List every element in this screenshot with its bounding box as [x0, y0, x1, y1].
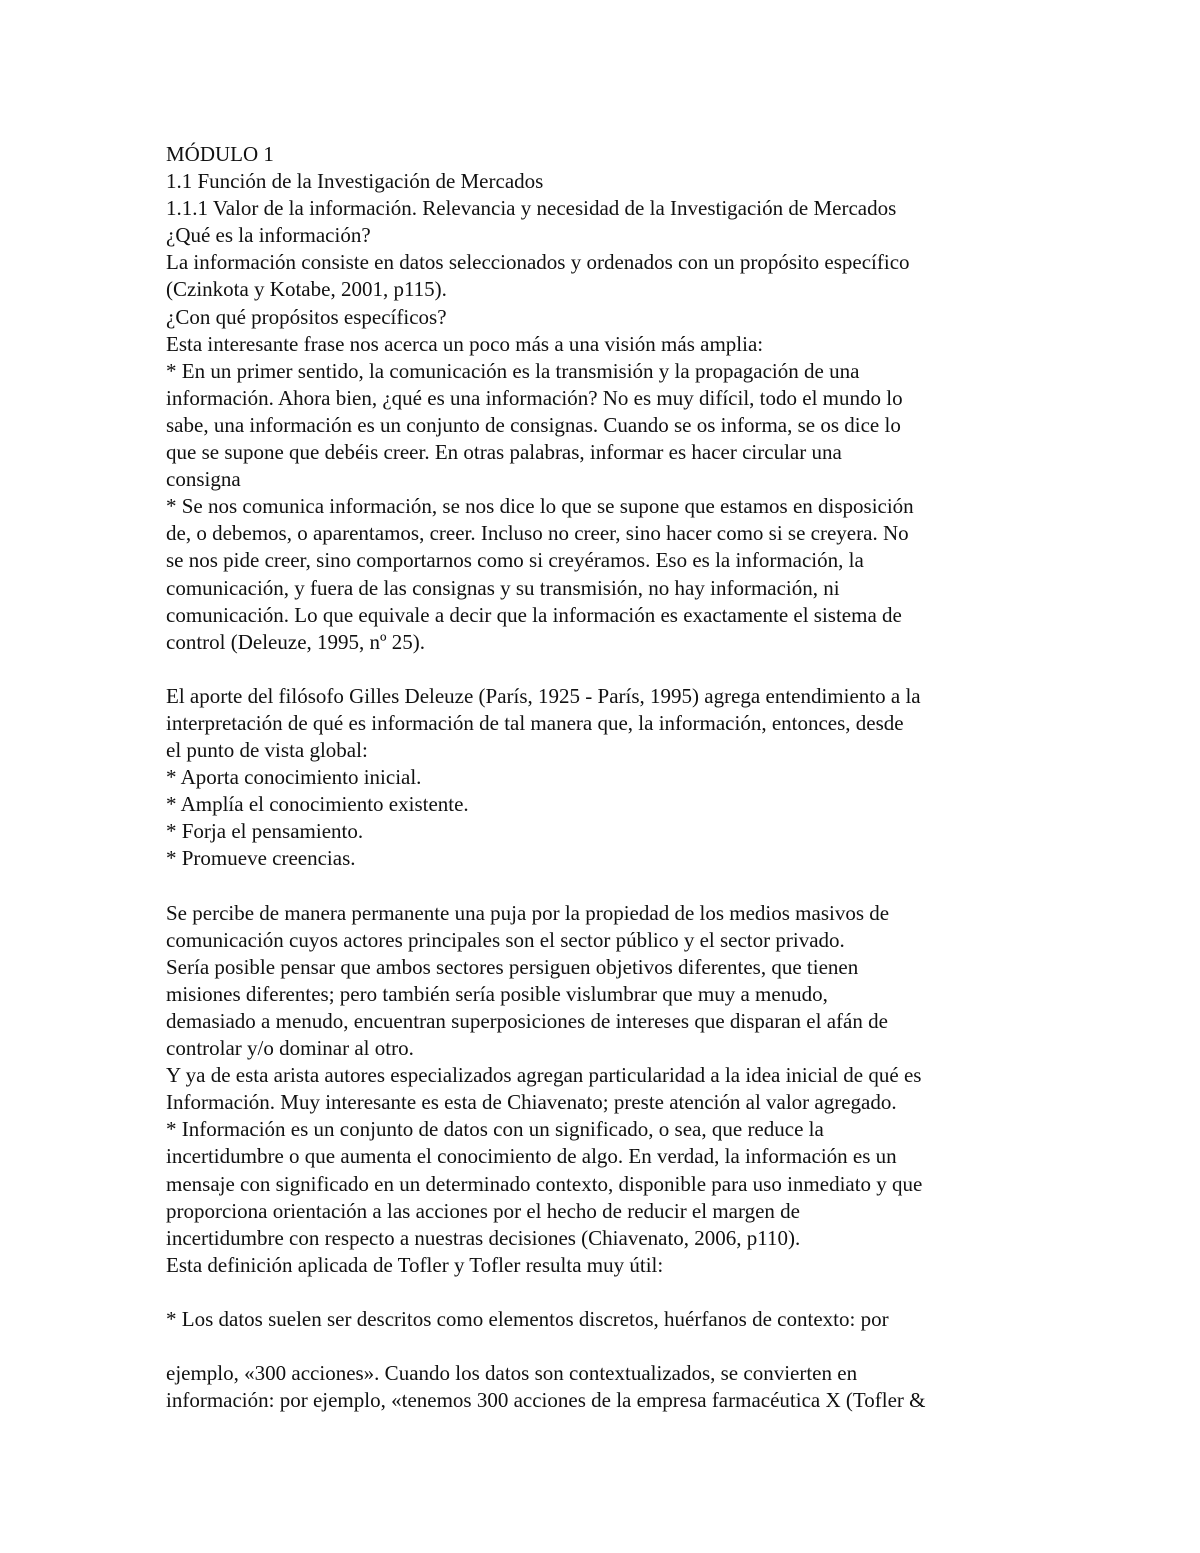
text-line: (Czinkota y Kotabe, 2001, p115).	[166, 277, 447, 302]
text-line: proporciona orientación a las acciones por el hecho de reducir el margen de	[166, 1198, 800, 1223]
section-heading: 1.1 Función de la Investigación de Mercados	[166, 169, 544, 194]
blank-line	[166, 1333, 1046, 1360]
text-line: sabe, una información es un conjunto de consignas. Cuando se os informa, se os dice lo	[166, 412, 901, 437]
blank-line	[166, 1279, 1046, 1306]
text-line: mensaje con significado en un determinado contexto, disponible para uso inmediato y que	[166, 1171, 923, 1196]
text-line: interpretación de qué es información de tal manera que, la información, entonces, desde	[166, 710, 904, 735]
bullet-line: * Promueve creencias.	[166, 846, 356, 871]
text-line: controlar y/o dominar al otro.	[166, 1036, 414, 1061]
text-line: información: por ejemplo, «tenemos 300 acciones de la empresa farmacéutica X (Tofler &	[166, 1388, 926, 1413]
text-line: incertidumbre con respecto a nuestras decisiones (Chiavenato, 2006, p110).	[166, 1225, 801, 1250]
blank-line	[166, 873, 1046, 900]
blank-line	[166, 656, 1046, 683]
text-line: comunicación cuyos actores principales son el sector público y el sector privado.	[166, 927, 845, 952]
text-line: Esta definición aplicada de Tofler y Tofler resulta muy útil:	[166, 1252, 664, 1277]
question-line: ¿Con qué propósitos específicos?	[166, 304, 447, 329]
text-line: Información. Muy interesante es esta de Chiavenato; preste atención al valor agregado.	[166, 1090, 897, 1115]
text-line: misiones diferentes; pero también sería posible vislumbrar que muy a menudo,	[166, 981, 828, 1006]
bullet-line: * Se nos comunica información, se nos dice lo que se supone que estamos en disposición	[166, 494, 914, 519]
module-heading: MÓDULO 1	[166, 142, 274, 166]
bullet-line: * Amplía el conocimiento existente.	[166, 792, 469, 817]
bullet-line: * Los datos suelen ser descritos como elementos discretos, huérfanos de contexto: por	[166, 1307, 889, 1332]
bullet-line: * Información es un conjunto de datos con un significado, o sea, que reduce la	[166, 1117, 824, 1142]
text-line: incertidumbre o que aumenta el conocimiento de algo. En verdad, la información es un	[166, 1144, 897, 1169]
text-line: comunicación, y fuera de las consignas y su transmisión, no hay información, ni	[166, 575, 840, 600]
text-line: control (Deleuze, 1995, nº 25).	[166, 629, 426, 654]
text-line: demasiado a menudo, encuentran superposiciones de intereses que disparan el afán de	[166, 1009, 888, 1033]
question-line: ¿Qué es la información?	[166, 223, 371, 248]
text-line: Se percibe de manera permanente una puja por la propiedad de los medios masivos de	[166, 900, 890, 925]
text-line: ejemplo, «300 acciones». Cuando los datos son contextualizados, se convierten en	[166, 1361, 858, 1386]
bullet-line: * En un primer sentido, la comunicación es la transmisión y la propagación de una	[166, 358, 860, 383]
text-line: Esta interesante frase nos acerca un poco más a una visión más amplia:	[166, 331, 764, 356]
text-line: Sería posible pensar que ambos sectores persiguen objetivos diferentes, que tienen	[166, 954, 859, 979]
text-line: el punto de vista global:	[166, 738, 368, 763]
subsection-heading: 1.1.1 Valor de la información. Relevancia y necesidad de la Investigación de Mercados	[166, 196, 897, 221]
text-line: El aporte del filósofo Gilles Deleuze (París, 1925 - París, 1995) agrega entendimiento a la	[166, 683, 921, 708]
text-line: consigna	[166, 467, 241, 492]
text-line: comunicación. Lo que equivale a decir que la información es exactamente el sistema de	[166, 602, 902, 627]
bullet-line: * Aporta conocimiento inicial.	[166, 765, 422, 790]
text-line: que se supone que debéis creer. En otras palabras, informar es hacer circular una	[166, 440, 842, 465]
text-line: información. Ahora bien, ¿qué es una información? No es muy difícil, todo el mundo lo	[166, 385, 903, 410]
text-line: La información consiste en datos seleccionados y ordenados con un propósito específico	[166, 250, 910, 275]
bullet-line: * Forja el pensamiento.	[166, 819, 364, 844]
document-body	[166, 141, 1046, 1414]
text-line: Y ya de esta arista autores especializados agregan particularidad a la idea inicial de qué es	[166, 1063, 922, 1088]
text-line: de, o debemos, o aparentamos, creer. Incluso no creer, sino hacer como si se creyera. No	[166, 521, 909, 546]
text-line: se nos pide creer, sino comportarnos como si creyéramos. Eso es la información, la	[166, 548, 864, 573]
